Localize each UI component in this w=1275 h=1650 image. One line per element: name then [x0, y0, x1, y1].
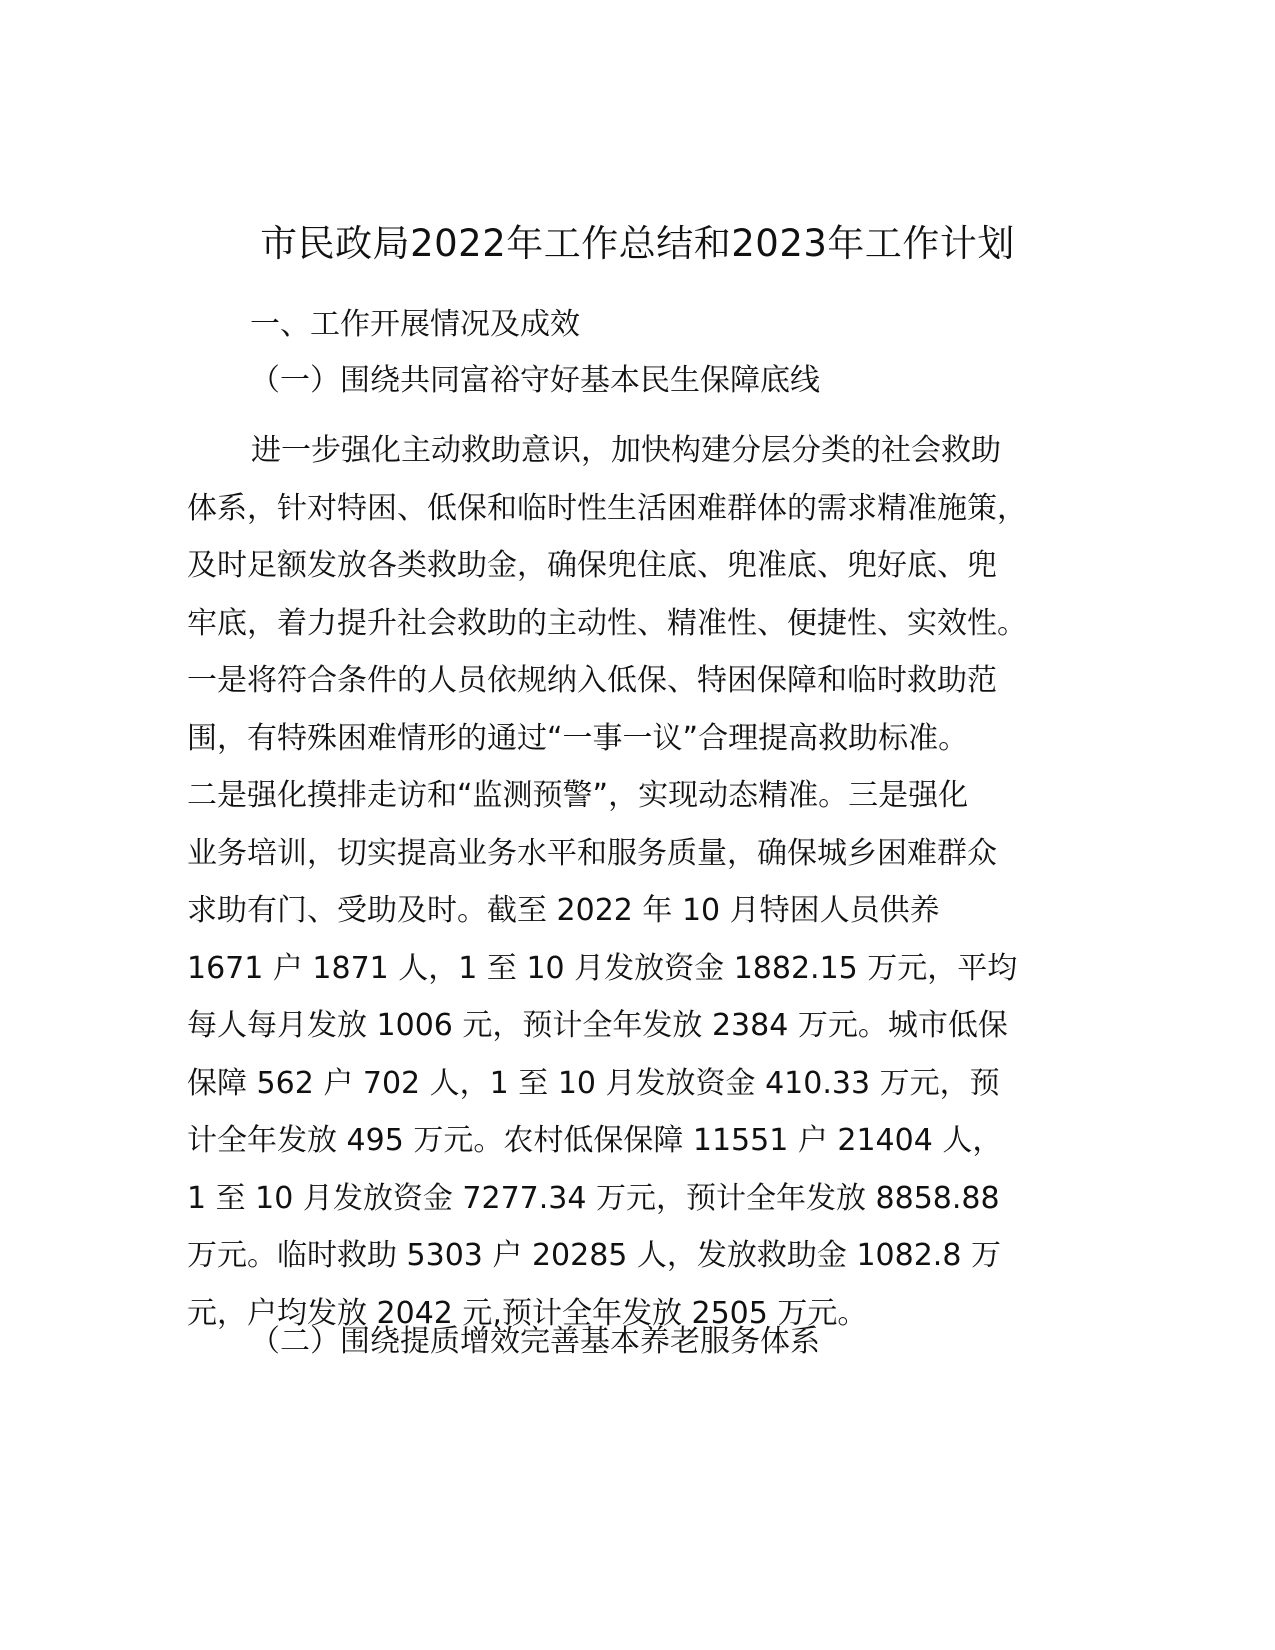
paragraph-line: 进一步强化主动救助意识，加快构建分层分类的社会救助 — [251, 433, 1001, 468]
paragraph-line: 1 至 10 月发放资金 7277.34 万元，预计全年发放 8858.88 — [187, 1180, 1000, 1216]
paragraph-line: 及时足额发放各类救助金，确保兜住底、兜准底、兜好底、兜 — [187, 548, 997, 583]
paragraph-line: 每人每月发放 1006 元，预计全年发放 2384 万元。城市低保 — [187, 1008, 1008, 1043]
subsection-heading-2: （二）围绕提质增效完善基本养老服务体系 — [250, 1324, 820, 1359]
document-title: 市民政局2022年工作总结和2023年工作计划 — [260, 222, 1015, 265]
paragraph-line: 1671 户 1871 人，1 至 10 月发放资金 1882.15 万元，平均 — [187, 950, 1018, 986]
paragraph-line: 元，户均发放 2042 元,预计全年发放 2505 万元。 — [187, 1295, 868, 1331]
paragraph-line: 牢底，着力提升社会救助的主动性、精准性、便捷性、实效性。 — [187, 605, 1027, 641]
body-paragraph-1 — [187, 422, 1107, 1342]
paragraph-line: 二是强化摸排走访和“监测预警”，实现动态精准。三是强化 — [187, 778, 969, 813]
paragraph-line: 体系，针对特困、低保和临时性生活困难群体的需求精准施策， — [187, 490, 1027, 526]
paragraph-line: 保障 562 户 702 人，1 至 10 月发放资金 410.33 万元，预 — [187, 1065, 1000, 1101]
paragraph-line: 一是将符合条件的人员依规纳入低保、特困保障和临时救助范 — [187, 663, 997, 698]
section-heading-1: 一、工作开展情况及成效 — [250, 307, 580, 342]
paragraph-line: 万元。临时救助 5303 户 20285 人，发放救助金 1082.8 万 — [187, 1238, 1001, 1273]
subsection-heading-1: （一）围绕共同富裕守好基本民生保障底线 — [250, 363, 820, 398]
paragraph-line: 业务培训，切实提高业务水平和服务质量，确保城乡困难群众 — [187, 835, 997, 871]
paragraph-line: 求助有门、受助及时。截至 2022 年 10 月特困人员供养 — [187, 893, 940, 928]
paragraph-line: 计全年发放 495 万元。农村低保保障 11551 户 21404 人， — [187, 1123, 1003, 1158]
paragraph-line: 围，有特殊困难情形的通过“一事一议”合理提高救助标准。 — [187, 720, 969, 756]
